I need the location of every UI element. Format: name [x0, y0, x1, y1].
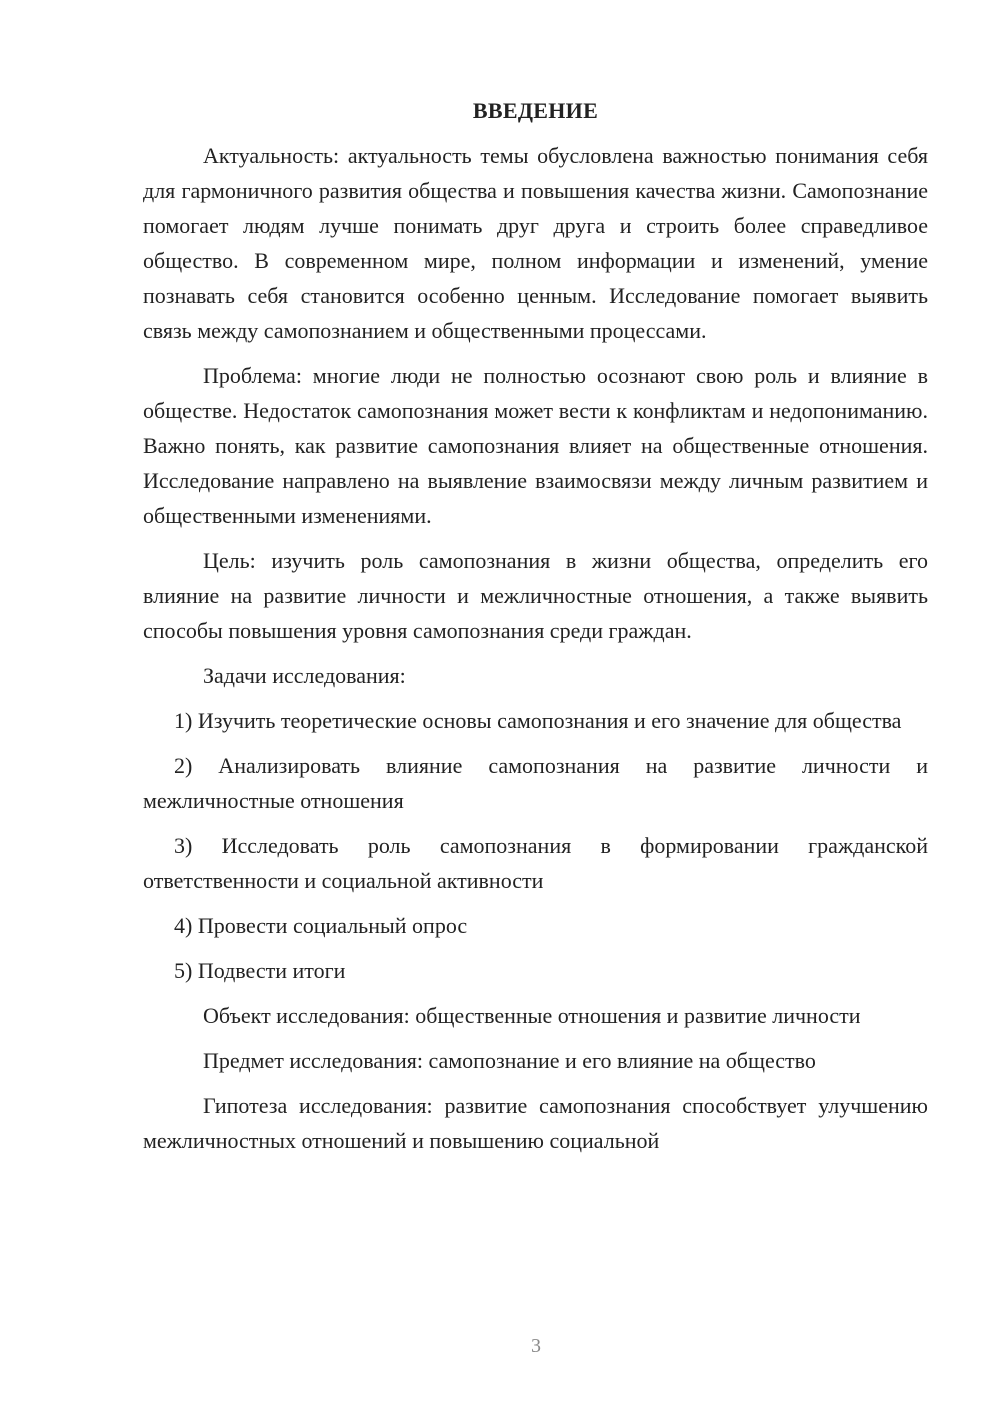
task-item: 4) Провести социальный опрос: [174, 913, 468, 938]
task-item: 5) Подвести итоги: [174, 958, 346, 983]
section-heading: ВВЕДЕНИЕ: [472, 98, 599, 123]
problem-paragraph: Проблема: многие люди не полностью осознают свою роль и влияние в обществе. Недостаток самопознания может вести к конфликтам и недопониманию. Важно понять, как развитие самопознания влияет на общественные отношения. Исследование направлено на выявление взаимосвязи между личным развитием и общественными изменениями.: [143, 363, 928, 528]
relevance-paragraph: Актуальность: актуальность темы обусловлена важностью понимания себя для гармоничного развития общества и повышения качества жизни. Самопознание помогает людям лучше понимать друг друга и строить более справедливое общество. В современном мире, полном информации и изменений, умение познавать себя становится особенно ценным. Исследование помогает выявить связь между самопознанием и общественными процессами.: [143, 143, 928, 343]
subject-paragraph: Предмет исследования: самопознание и его влияние на общество: [203, 1048, 816, 1073]
page-content: [143, 96, 928, 1168]
task-item: 2) Анализировать влияние самопознания на развитие личности и межличностные отношения: [143, 753, 928, 813]
page-number: 3: [531, 1335, 541, 1357]
task-item: 1) Изучить теоретические основы самопознания и его значение для общества: [174, 708, 902, 733]
hypothesis-paragraph: Гипотеза исследования: развитие самопознания способствует улучшению межличностных отношений и повышению социальной: [143, 1093, 928, 1153]
task-item: 3) Исследовать роль самопознания в формировании гражданской ответственности и социальной активности: [143, 833, 928, 893]
tasks-heading: Задачи исследования:: [203, 663, 406, 688]
goal-paragraph: Цель: изучить роль самопознания в жизни общества, определить его влияние на развитие личности и межличностные отношения, а также выявить способы повышения уровня самопознания среди граждан.: [143, 548, 928, 643]
object-paragraph: Объект исследования: общественные отношения и развитие личности: [203, 1003, 861, 1028]
